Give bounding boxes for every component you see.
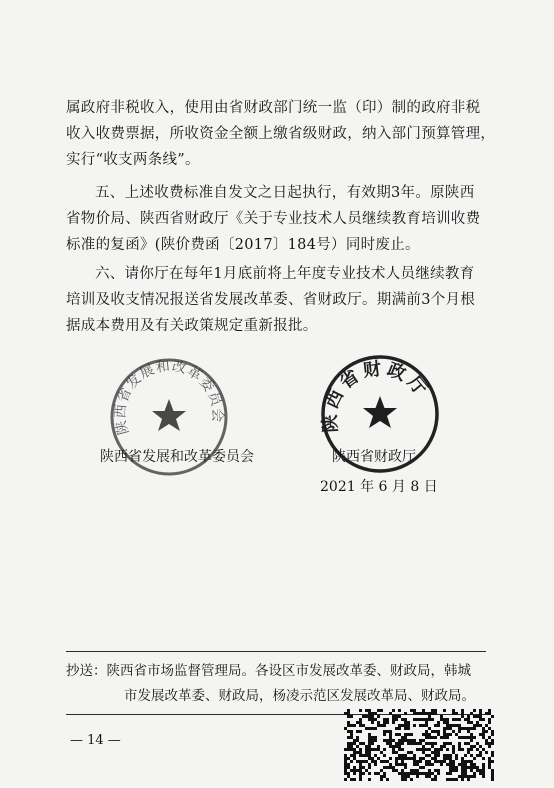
text-line: 标准的复函》(陕价费函〔2017〕184号）同时废止。: [66, 237, 420, 253]
text-line: 实行“收支两条线”。: [66, 152, 200, 168]
text-line: 六、请你厅在每年1月底前将上年度专业技术人员继续教育: [95, 266, 475, 282]
text-line: 属政府非税收入，使用由省财政部门统一监（印）制的政府非税: [66, 100, 481, 116]
distribution-list: [66, 659, 496, 709]
right-seal-lettering: 陕西省财政厅: [319, 358, 434, 434]
page-number: — 14 —: [70, 733, 121, 748]
distribution-line: 抄送：陕西省市场监督管理局。各设区市发展改革委、财政局，韩城: [66, 663, 471, 679]
signature-right-agency: 陕西省财政厅: [332, 449, 416, 465]
star-icon: [152, 399, 186, 431]
left-seal-lettering: 陕西省发展和改革委员会: [112, 358, 226, 437]
text-line: 培训及收支情况报送省发展改革委、省财政厅。期满前3个月根: [66, 292, 476, 308]
text-line: 据成本费用及有关政策规定重新报批。: [66, 318, 318, 334]
paragraph-effective-date: [66, 180, 486, 258]
paragraph-reporting: [66, 261, 486, 339]
text-line: 收入收费票据，所收资金全额上缴省级财政，纳入部门预算管理，: [66, 126, 496, 142]
svg-text:陕西省发展和改革委员会: [112, 358, 225, 436]
paragraph-non-tax-revenue: [66, 95, 496, 173]
star-icon: [363, 396, 397, 428]
distribution-line: 市发展改革委、财政局，杨凌示范区发展改革局、财政局。: [124, 688, 475, 704]
issue-date: 2021 年 6 月 8 日: [320, 479, 438, 495]
text-line: 五、上述收费标准自发文之日起执行，有效期3年。原陕西: [95, 185, 475, 201]
divider-top: [66, 651, 486, 652]
text-line: 省物价局、陕西省财政厅《关于专业技术人员继续教育培训收费: [66, 211, 481, 227]
barcode-image: [344, 709, 494, 781]
signature-left-agency: 陕西省发展和改革委员会: [100, 449, 254, 465]
